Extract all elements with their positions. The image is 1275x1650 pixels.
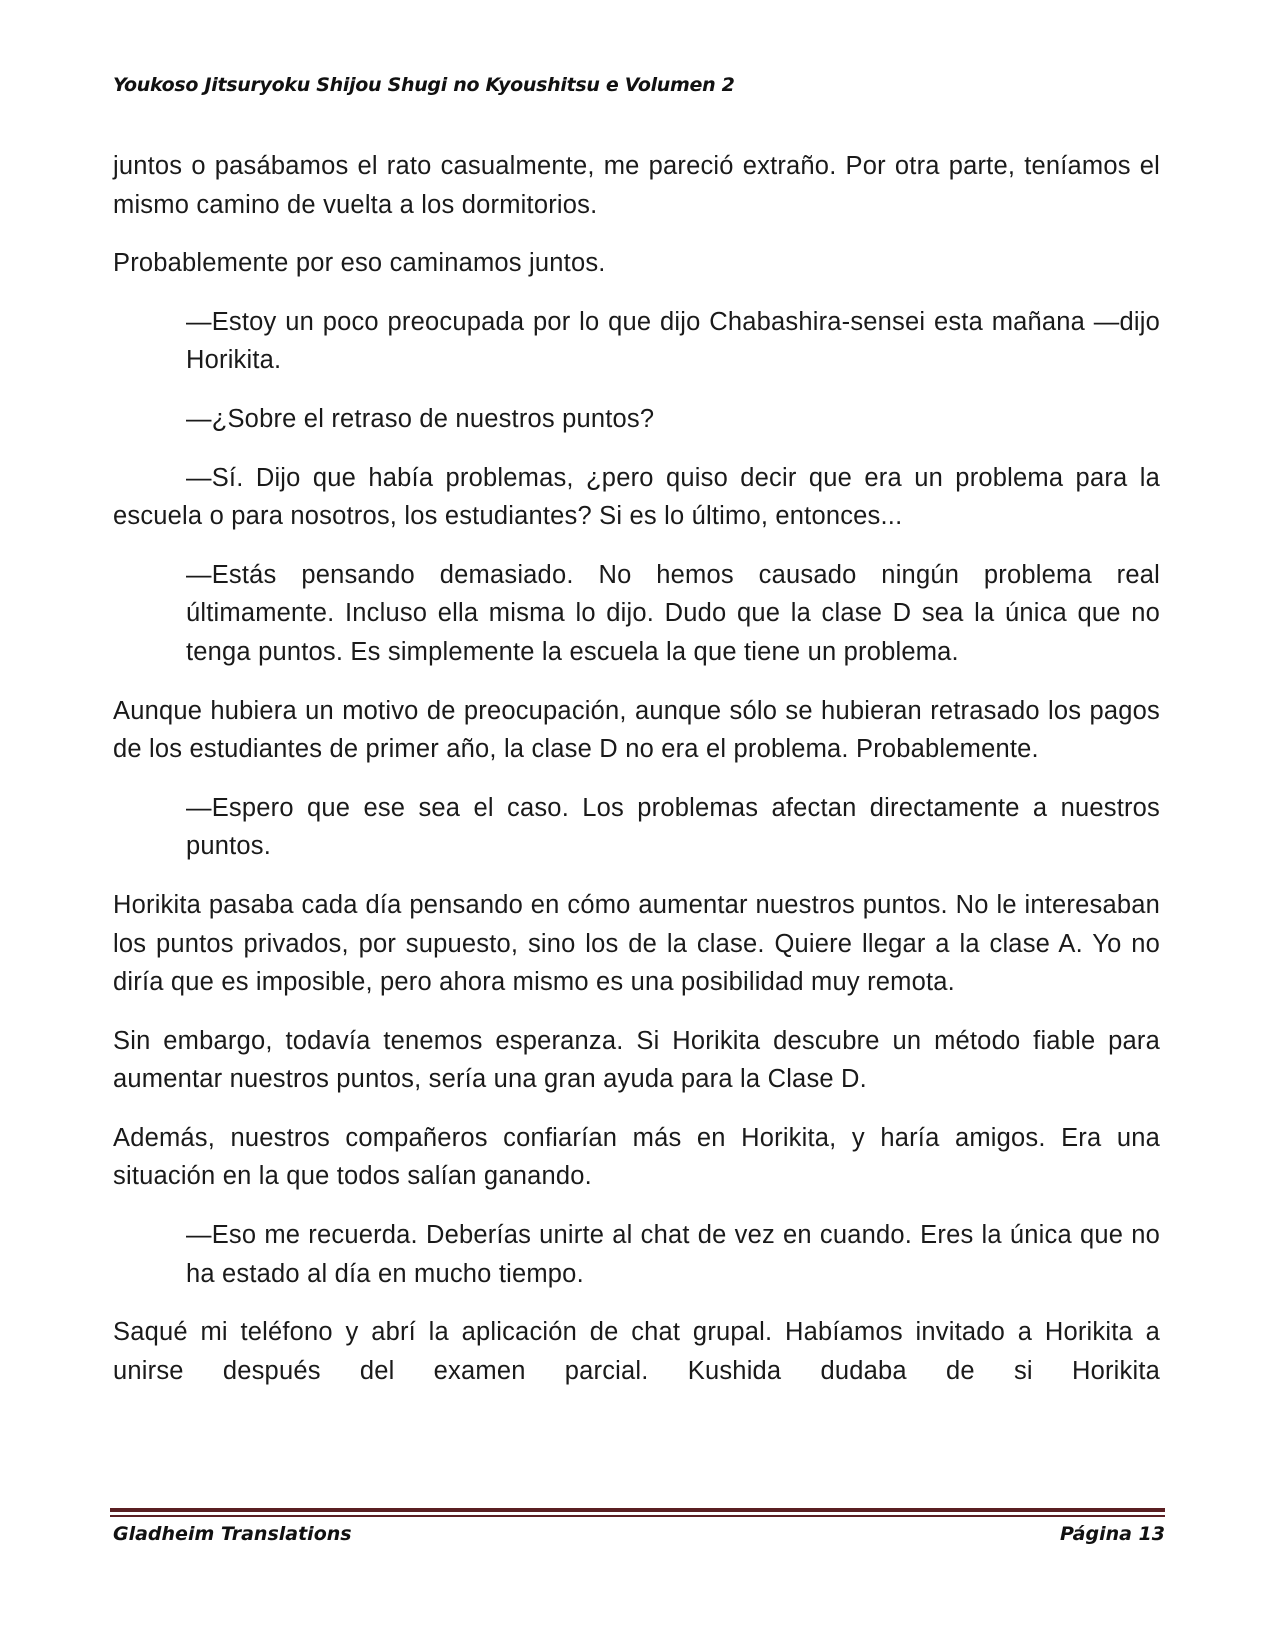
page-body: [113, 147, 1160, 1390]
dialogue-paragraph: —Sí. Dijo que había problemas, ¿pero quiso decir que era un problema para la escuela o para nosotros, los estudiantes? Si es lo último, entonces...: [113, 463, 1160, 531]
dialogue-paragraph: —Espero que ese sea el caso. Los problemas afectan directamente a nuestros puntos.: [186, 793, 1160, 861]
footer-page-number: Página 13: [1059, 1523, 1165, 1545]
footer-divider-thin: [110, 1515, 1165, 1517]
footer-translator-credit: Gladheim Translations: [113, 1523, 352, 1545]
paragraph: Además, nuestros compañeros confiarían más en Horikita, y haría amigos. Era una situación en la que todos salían ganando.: [113, 1123, 1160, 1191]
footer-divider-thick: [110, 1508, 1165, 1512]
dialogue-paragraph: —Eso me recuerda. Deberías unirte al chat de vez en cuando. Eres la única que no ha estado al día en mucho tiempo.: [186, 1221, 1160, 1288]
paragraph: Sin embargo, todavía tenemos esperanza. Si Horikita descubre un método fiable para aumentar nuestros puntos, sería una gran ayuda para la Clase D.: [113, 1026, 1160, 1094]
paragraph: Horikita pasaba cada día pensando en cómo aumentar nuestros puntos. No le interesaban los puntos privados, por supuesto, sino los de la clase. Quiere llegar a la clase A. Yo no diría que es imposible, pero ahora mismo es una posibilidad muy remota.: [113, 890, 1160, 997]
footer-divider: [110, 1508, 1165, 1518]
paragraph: Saqué mi teléfono y abrí la aplicación de chat grupal. Habíamos invitado a Horikita a unirse después del examen parcial. Kushida dudaba de si Horikita: [113, 1318, 1160, 1385]
paragraph: Probablemente por eso caminamos juntos.: [113, 249, 606, 278]
paragraph: juntos o pasábamos el rato casualmente, me pareció extraño. Por otra parte, teníamos el mismo camino de vuelta a los dormitorios.: [113, 152, 1160, 219]
dialogue-paragraph: —Estoy un poco preocupada por lo que dijo Chabashira-sensei esta mañana —dijo Horikita.: [186, 307, 1160, 375]
dialogue-paragraph: —¿Sobre el retraso de nuestros puntos?: [186, 404, 655, 433]
paragraph: Aunque hubiera un motivo de preocupación, aunque sólo se hubieran retrasado los pagos de los estudiantes de primer año, la clase D no era el problema. Probablemente.: [113, 696, 1160, 764]
running-header: Youkoso Jitsuryoku Shijou Shugi no Kyoushitsu e Volumen 2: [113, 74, 735, 96]
dialogue-paragraph: —Estás pensando demasiado. No hemos causado ningún problema real últimamente. Incluso ella misma lo dijo. Dudo que la clase D sea la única que no tenga puntos. Es simplemente la escuela la que tiene un problema.: [186, 560, 1160, 666]
